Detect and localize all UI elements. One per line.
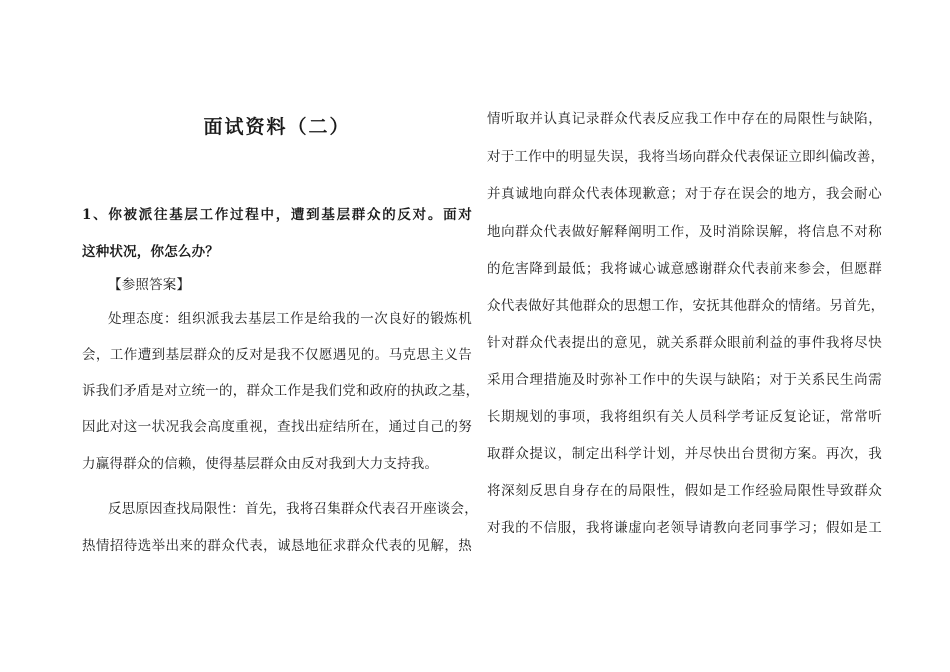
right-line-5: 的危害降到最低；我将诚心诚意感谢群众代表前来参会，但愿群 bbox=[487, 261, 882, 277]
right-line-11: 将深刻反思自身存在的局限性，假如是工作经验局限性导致群众 bbox=[487, 483, 882, 499]
right-line-7: 针对群众代表提出的意见，就关系群众眼前利益的事件我将尽快 bbox=[487, 335, 882, 351]
right-line-4: 地向群众代表做好解释阐明工作，及时消除误解，将信息不对称 bbox=[487, 224, 882, 240]
right-line-8: 采用合理措施及时弥补工作中的失误与缺陷；对于关系民生尚需 bbox=[487, 372, 882, 388]
right-line-9: 长期规划的事项，我将组织有关人员科学考证反复论证，常常听 bbox=[487, 409, 882, 425]
right-line-12: 对我的不信服，我将谦虚向老领导请教向老同事学习；假如是工 bbox=[487, 520, 882, 536]
left-line-2: 会，工作遭到基层群众的反对是我不仅愿遇见的。马克思主义告 bbox=[82, 347, 472, 363]
right-line-10: 取群众提议，制定出科学计划，并尽快出台贯彻方案。再次，我 bbox=[487, 446, 882, 462]
question-line-1: 1、你被派往基层工作过程中，遭到基层群众的反对。面对 bbox=[82, 207, 472, 223]
question-line-2: 这种状况，你怎么办？ bbox=[82, 244, 219, 260]
right-line-2: 对于工作中的明显失误，我将当场向群众代表保证立即纠偏改善， bbox=[487, 149, 885, 165]
left-line-4: 因此对这一状况我会高度重视，查找出症结所在，通过自己的努 bbox=[82, 419, 472, 435]
left-line-7: 热情招待选举出来的群众代表，诚恳地征求群众代表的见解，热 bbox=[82, 538, 472, 554]
document-title: 面试资料（二） bbox=[203, 116, 351, 138]
left-line-1: 处理态度：组织派我去基层工作是给我的一次良好的锻炼机 bbox=[108, 311, 472, 327]
right-line-1: 情听取并认真记录群众代表反应我工作中存在的局限性与缺陷， bbox=[487, 111, 882, 127]
answer-label: 【参照答案】 bbox=[108, 277, 191, 293]
left-line-5: 力赢得群众的信赖，使得基层群众由反对我到大力支持我。 bbox=[82, 456, 439, 472]
right-line-6: 众代表做好其他群众的思想工作，安抚其他群众的情绪。另首先， bbox=[487, 298, 885, 314]
left-line-6: 反思原因查找局限性：首先，我将召集群众代表召开座谈会， bbox=[108, 501, 478, 517]
left-line-3: 诉我们矛盾是对立统一的，群众工作是我们党和政府的执政之基， bbox=[82, 383, 480, 399]
right-line-3: 并真诚地向群众代表体现歉意；对于存在误会的地方，我会耐心 bbox=[487, 186, 882, 202]
